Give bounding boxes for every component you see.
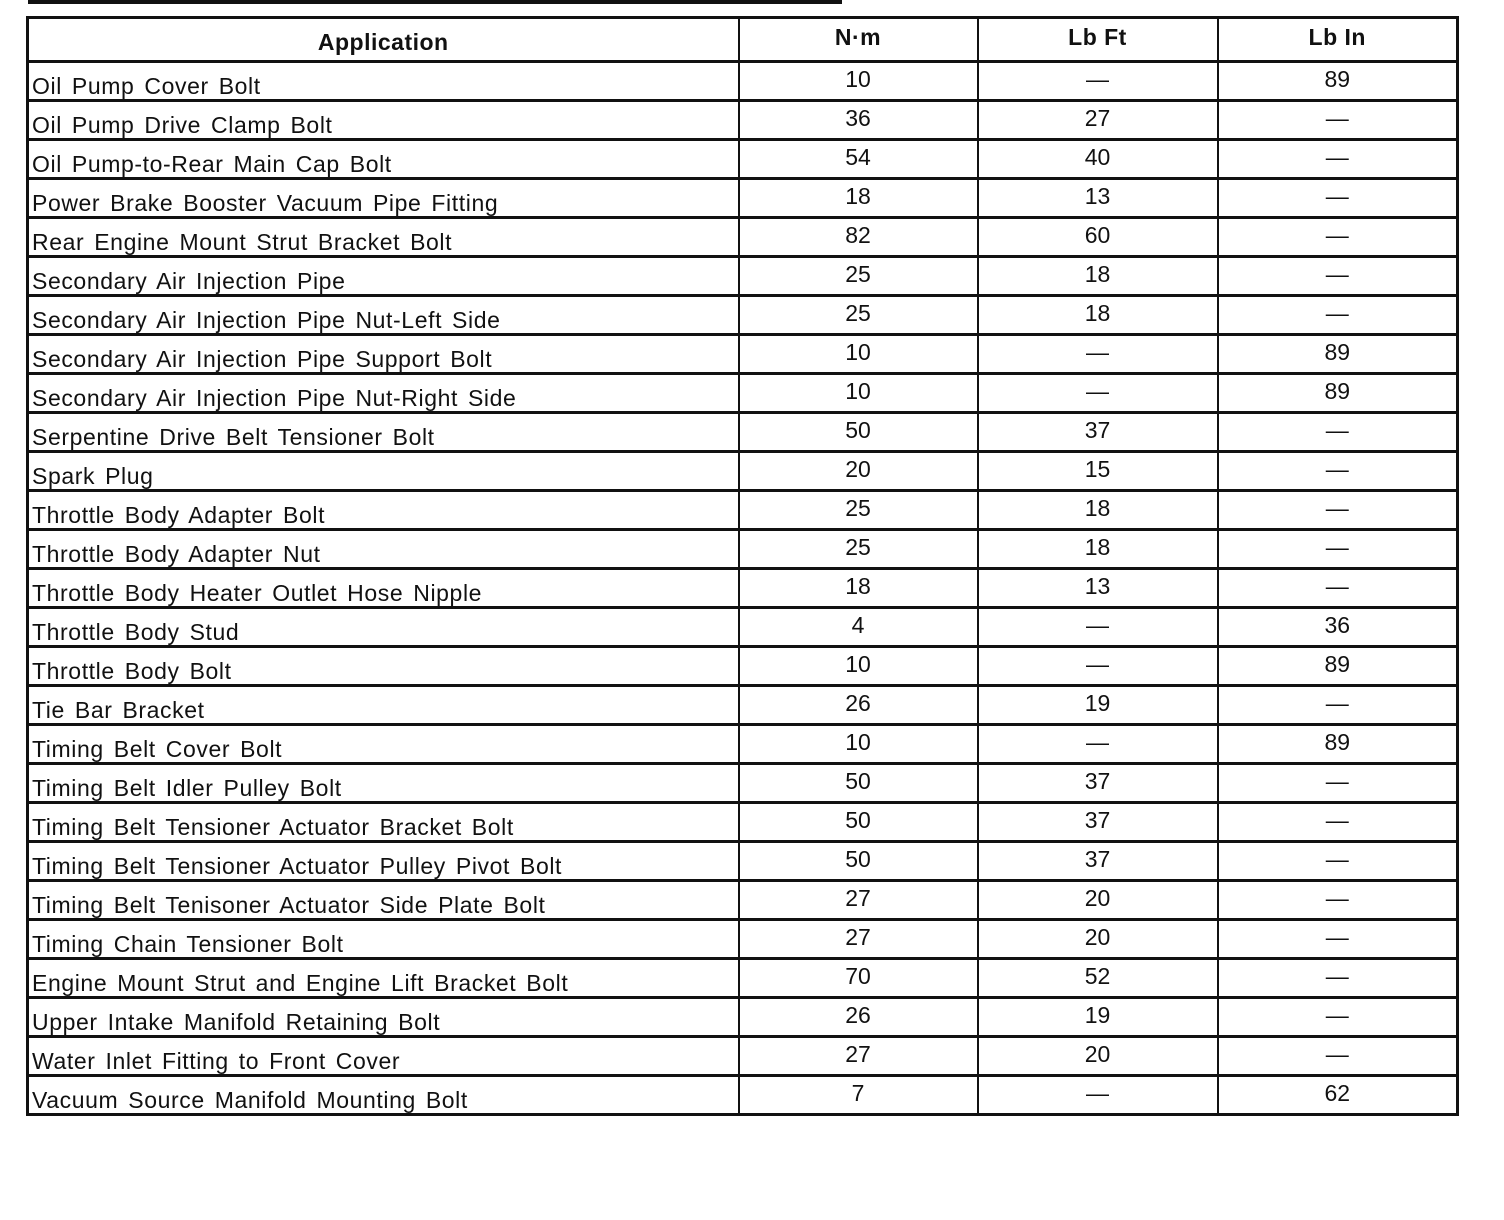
cell-lb-in: 62 bbox=[1218, 1076, 1458, 1115]
cell-nm: 18 bbox=[739, 179, 978, 218]
cell-nm: 27 bbox=[739, 920, 978, 959]
cell-lb-in: — bbox=[1218, 881, 1458, 920]
cell-lb-in: — bbox=[1218, 686, 1458, 725]
table-row bbox=[28, 725, 1458, 764]
cell-lb-ft: 52 bbox=[978, 959, 1218, 998]
table-row bbox=[28, 959, 1458, 998]
cell-lb-ft: — bbox=[978, 335, 1218, 374]
cell-lb-in: — bbox=[1218, 920, 1458, 959]
table-row bbox=[28, 608, 1458, 647]
header-application: Application bbox=[28, 18, 739, 62]
table-row bbox=[28, 257, 1458, 296]
cell-lb-in: — bbox=[1218, 179, 1458, 218]
cell-nm: 50 bbox=[739, 764, 978, 803]
cell-nm: 25 bbox=[739, 296, 978, 335]
cell-lb-ft: 18 bbox=[978, 491, 1218, 530]
cell-nm: 4 bbox=[739, 608, 978, 647]
cell-application: Timing Belt Tensioner Actuator Pulley Pivot Bolt bbox=[28, 842, 739, 881]
cell-lb-ft: 13 bbox=[978, 569, 1218, 608]
cell-lb-in: — bbox=[1218, 530, 1458, 569]
table-row bbox=[28, 803, 1458, 842]
cell-nm: 25 bbox=[739, 257, 978, 296]
cell-application: Throttle Body Heater Outlet Hose Nipple bbox=[28, 569, 739, 608]
cell-lb-ft: 13 bbox=[978, 179, 1218, 218]
cell-lb-in: — bbox=[1218, 569, 1458, 608]
table-row bbox=[28, 530, 1458, 569]
cell-application: Timing Belt Tensioner Actuator Bracket Bolt bbox=[28, 803, 739, 842]
cell-application: Secondary Air Injection Pipe Nut-Left Side bbox=[28, 296, 739, 335]
table-row bbox=[28, 374, 1458, 413]
cell-application: Engine Mount Strut and Engine Lift Bracket Bolt bbox=[28, 959, 739, 998]
cell-application: Power Brake Booster Vacuum Pipe Fitting bbox=[28, 179, 739, 218]
cell-lb-ft: 37 bbox=[978, 842, 1218, 881]
cell-nm: 10 bbox=[739, 335, 978, 374]
cell-lb-in: — bbox=[1218, 413, 1458, 452]
cell-nm: 10 bbox=[739, 725, 978, 764]
cell-lb-ft: — bbox=[978, 1076, 1218, 1115]
cell-application: Timing Belt Idler Pulley Bolt bbox=[28, 764, 739, 803]
header-row bbox=[28, 18, 1458, 62]
cell-application: Upper Intake Manifold Retaining Bolt bbox=[28, 998, 739, 1037]
table-header bbox=[28, 18, 1458, 62]
cell-lb-ft: 19 bbox=[978, 686, 1218, 725]
cell-nm: 27 bbox=[739, 881, 978, 920]
cell-lb-in: — bbox=[1218, 764, 1458, 803]
cell-application: Oil Pump Cover Bolt bbox=[28, 62, 739, 101]
cell-lb-in: 36 bbox=[1218, 608, 1458, 647]
cell-application: Serpentine Drive Belt Tensioner Bolt bbox=[28, 413, 739, 452]
cell-lb-in: 89 bbox=[1218, 725, 1458, 764]
cell-lb-ft: — bbox=[978, 608, 1218, 647]
cell-lb-in: 89 bbox=[1218, 62, 1458, 101]
table-row bbox=[28, 998, 1458, 1037]
cell-nm: 20 bbox=[739, 452, 978, 491]
cell-application: Secondary Air Injection Pipe bbox=[28, 257, 739, 296]
table-row bbox=[28, 920, 1458, 959]
cell-lb-ft: — bbox=[978, 374, 1218, 413]
cell-nm: 26 bbox=[739, 686, 978, 725]
table-row bbox=[28, 1037, 1458, 1076]
cell-application: Throttle Body Adapter Bolt bbox=[28, 491, 739, 530]
table-row bbox=[28, 101, 1458, 140]
cell-nm: 25 bbox=[739, 530, 978, 569]
cell-application: Spark Plug bbox=[28, 452, 739, 491]
cell-lb-ft: — bbox=[978, 647, 1218, 686]
cell-lb-in: — bbox=[1218, 296, 1458, 335]
cell-lb-ft: 20 bbox=[978, 1037, 1218, 1076]
cell-nm: 50 bbox=[739, 842, 978, 881]
cell-lb-ft: 20 bbox=[978, 881, 1218, 920]
cell-lb-ft: 27 bbox=[978, 101, 1218, 140]
cell-lb-ft: 37 bbox=[978, 764, 1218, 803]
cell-application: Oil Pump-to-Rear Main Cap Bolt bbox=[28, 140, 739, 179]
table-row bbox=[28, 647, 1458, 686]
table-row bbox=[28, 491, 1458, 530]
cell-lb-ft: 19 bbox=[978, 998, 1218, 1037]
cell-lb-in: 89 bbox=[1218, 374, 1458, 413]
cell-application: Secondary Air Injection Pipe Support Bolt bbox=[28, 335, 739, 374]
header-lb-in: Lb In bbox=[1218, 18, 1458, 62]
cell-nm: 10 bbox=[739, 647, 978, 686]
table-row bbox=[28, 413, 1458, 452]
cell-lb-ft: 15 bbox=[978, 452, 1218, 491]
cell-lb-in: — bbox=[1218, 140, 1458, 179]
table-row bbox=[28, 452, 1458, 491]
cell-application: Vacuum Source Manifold Mounting Bolt bbox=[28, 1076, 739, 1115]
top-rule bbox=[28, 0, 842, 4]
cell-lb-ft: 60 bbox=[978, 218, 1218, 257]
cell-application: Timing Belt Tenisoner Actuator Side Plate Bolt bbox=[28, 881, 739, 920]
cell-application: Water Inlet Fitting to Front Cover bbox=[28, 1037, 739, 1076]
cell-lb-in: — bbox=[1218, 998, 1458, 1037]
cell-application: Tie Bar Bracket bbox=[28, 686, 739, 725]
cell-application: Rear Engine Mount Strut Bracket Bolt bbox=[28, 218, 739, 257]
cell-lb-ft: — bbox=[978, 725, 1218, 764]
cell-lb-in: — bbox=[1218, 101, 1458, 140]
cell-lb-ft: 20 bbox=[978, 920, 1218, 959]
table-row bbox=[28, 842, 1458, 881]
table-row bbox=[28, 1076, 1458, 1115]
cell-application: Oil Pump Drive Clamp Bolt bbox=[28, 101, 739, 140]
torque-specifications-table bbox=[26, 16, 1459, 1116]
cell-application: Throttle Body Stud bbox=[28, 608, 739, 647]
cell-lb-ft: 37 bbox=[978, 413, 1218, 452]
cell-lb-in: 89 bbox=[1218, 647, 1458, 686]
table-row bbox=[28, 335, 1458, 374]
cell-nm: 50 bbox=[739, 413, 978, 452]
table-row bbox=[28, 686, 1458, 725]
cell-lb-in: — bbox=[1218, 842, 1458, 881]
cell-lb-in: — bbox=[1218, 257, 1458, 296]
cell-nm: 10 bbox=[739, 374, 978, 413]
header-lb-ft: Lb Ft bbox=[978, 18, 1218, 62]
table-row bbox=[28, 296, 1458, 335]
cell-lb-in: 89 bbox=[1218, 335, 1458, 374]
cell-lb-in: — bbox=[1218, 491, 1458, 530]
cell-nm: 10 bbox=[739, 62, 978, 101]
cell-nm: 7 bbox=[739, 1076, 978, 1115]
cell-lb-ft: 18 bbox=[978, 530, 1218, 569]
table-row bbox=[28, 881, 1458, 920]
cell-nm: 54 bbox=[739, 140, 978, 179]
cell-nm: 36 bbox=[739, 101, 978, 140]
cell-nm: 18 bbox=[739, 569, 978, 608]
table-row bbox=[28, 140, 1458, 179]
table-body bbox=[28, 62, 1458, 1115]
cell-nm: 25 bbox=[739, 491, 978, 530]
cell-nm: 70 bbox=[739, 959, 978, 998]
cell-lb-ft: 18 bbox=[978, 257, 1218, 296]
cell-lb-in: — bbox=[1218, 218, 1458, 257]
cell-application: Timing Belt Cover Bolt bbox=[28, 725, 739, 764]
cell-lb-ft: 37 bbox=[978, 803, 1218, 842]
cell-application: Secondary Air Injection Pipe Nut-Right Side bbox=[28, 374, 739, 413]
cell-nm: 27 bbox=[739, 1037, 978, 1076]
cell-application: Throttle Body Bolt bbox=[28, 647, 739, 686]
cell-lb-in: — bbox=[1218, 803, 1458, 842]
cell-nm: 50 bbox=[739, 803, 978, 842]
cell-application: Throttle Body Adapter Nut bbox=[28, 530, 739, 569]
cell-nm: 26 bbox=[739, 998, 978, 1037]
header-nm: N·m bbox=[739, 18, 978, 62]
cell-nm: 82 bbox=[739, 218, 978, 257]
cell-lb-ft: — bbox=[978, 62, 1218, 101]
table-row bbox=[28, 218, 1458, 257]
cell-lb-ft: 18 bbox=[978, 296, 1218, 335]
cell-application: Timing Chain Tensioner Bolt bbox=[28, 920, 739, 959]
cell-lb-in: — bbox=[1218, 1037, 1458, 1076]
cell-lb-in: — bbox=[1218, 452, 1458, 491]
table-row bbox=[28, 764, 1458, 803]
cell-lb-in: — bbox=[1218, 959, 1458, 998]
cell-lb-ft: 40 bbox=[978, 140, 1218, 179]
table-row bbox=[28, 569, 1458, 608]
table-row bbox=[28, 179, 1458, 218]
table-row bbox=[28, 62, 1458, 101]
